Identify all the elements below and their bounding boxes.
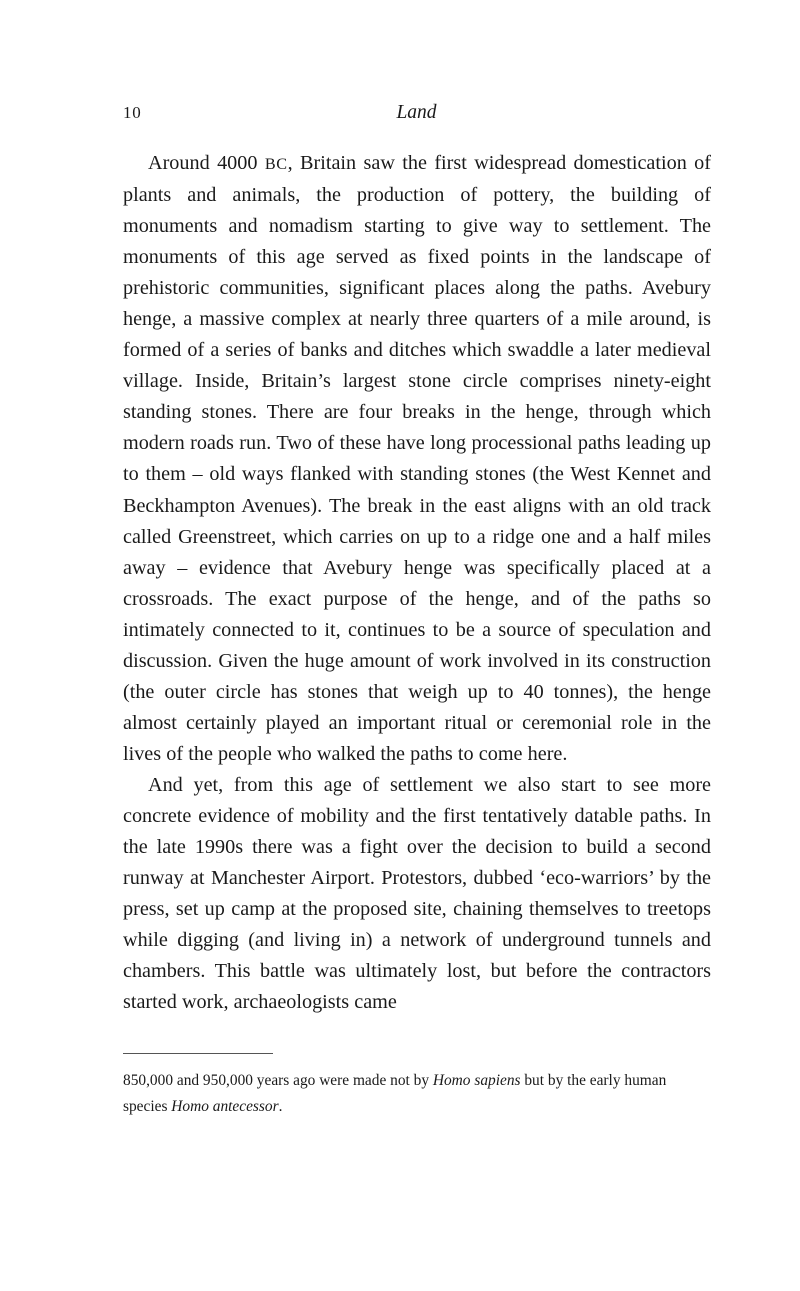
footnote-text-run: 850,000 and 950,000 years ago were made not by — [123, 1072, 433, 1089]
oldstyle-number: 40 — [523, 680, 544, 703]
footnote-separator-rule — [123, 1053, 273, 1054]
footnote-text-run: but by the early human species — [123, 1072, 667, 1115]
body-paragraph-1: Around 4000 BC, Britain saw the first widespread domestication of plants and animals, the production of pottery, the building of monuments and nomadism starting to give way to settlement. The monuments of this age served as fixed points in the landscape of prehistoric communities, significant places along the paths. Avebury henge, a massive complex at nearly three quarters of a mile around, is formed of a series of banks and ditches which swaddle a later medieval village. Inside, Britain’s largest stone circle comprises ninety-eight standing stones. There are four breaks in the henge, through which modern roads run. Two of these have long processional paths leading up to them – old ways flanked with standing stones (the West Kennet and Beckhampton Avenues). The break in the east aligns with an old track called Greenstreet, which carries on up to a ridge one and a half miles away – evidence that Avebury henge was specifically placed at a crossroads. The exact purpose of the henge, and of the paths so intimately connected to it, continues to be a source of speculation and discussion. Given the huge amount of work involved in its construction (the outer circle has stones that weigh up to 40 tonnes), the henge almost certainly played an important ritual or ceremonial role in the lives of the people who walked the paths to come here. — [123, 152, 712, 765]
running-head — [123, 100, 710, 126]
footnote-species-name: Homo sapiens — [432, 1072, 521, 1089]
page-number: 10 — [123, 103, 142, 122]
small-caps-era: BC — [264, 156, 288, 173]
oldstyle-number: 4000 — [217, 152, 258, 174]
running-head-title: Land — [396, 102, 437, 123]
footnote-area — [123, 1053, 711, 1119]
body-text-block — [123, 148, 711, 1018]
footnote-text — [123, 1068, 711, 1119]
oldstyle-number: 1990 — [194, 836, 236, 859]
body-paragraph-2: And yet, from this age of settlement we also start to see more concrete evidence of mobility and the first tentatively datable paths. In the late 1990s there was a fight over the decision to build a second runway at Manchester Airport. Protestors, dubbed ‘eco-warriors’ by the press, set up camp at the proposed site, chaining themselves to treetops while digging (and living in) a network of underground tunnels and chambers. This battle was ultimately lost, but before the contractors started work, archaeologists came — [123, 773, 711, 1014]
footnote-text-run: . — [278, 1097, 283, 1115]
footnote-species-name: Homo antecessor — [171, 1097, 279, 1115]
